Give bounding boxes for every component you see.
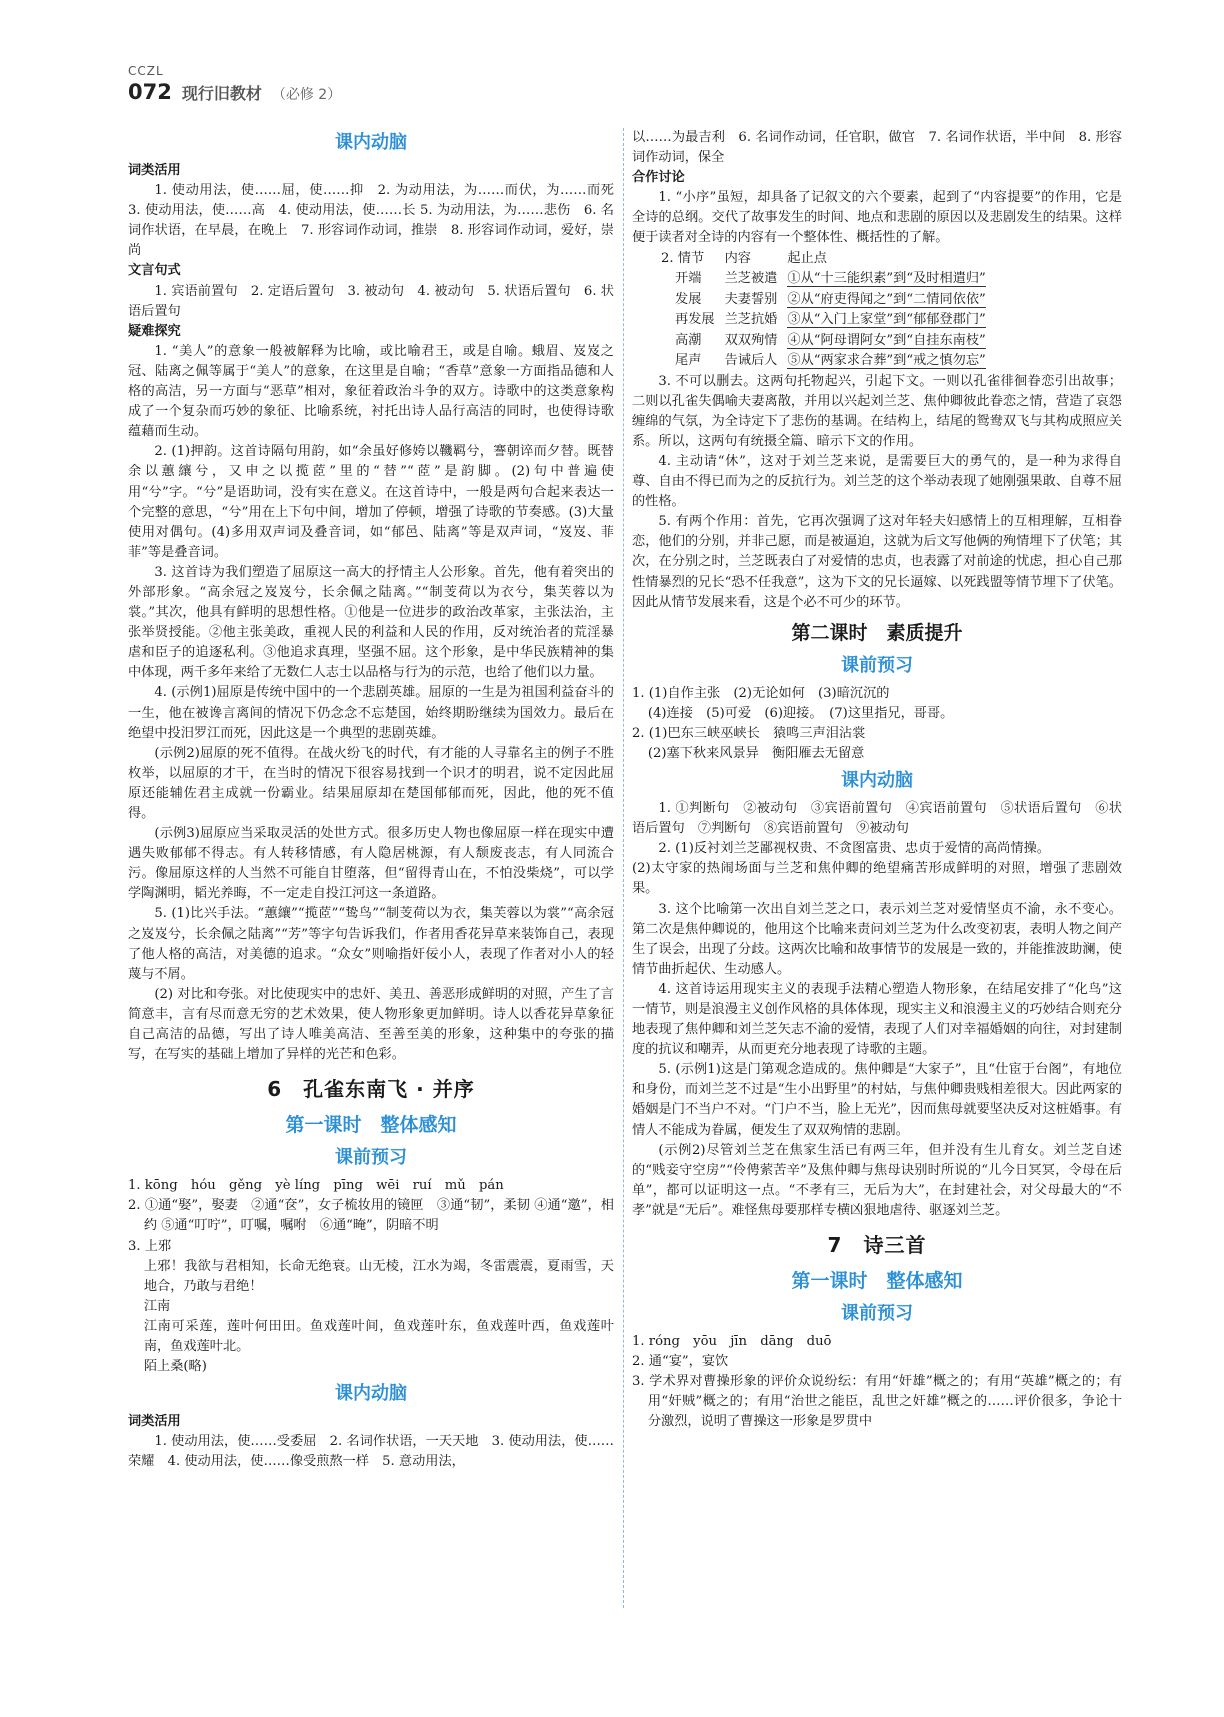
table-header: 起止点 bbox=[787, 250, 827, 266]
paragraph: 1. kōng hóu gěng yè líng pīng wēi ruí mǔ pán bbox=[128, 1178, 504, 1194]
paragraph: 3. 不可以删去。这两句托物起兴，引起下文。一则以孔雀徘徊眷恋引出故事；二则以孔雀失偶喻夫妻离散，并用以兴起刘兰芝、焦仲卿彼此眷恋之情，营造了哀怨缠绵的气氛，为全诗定下了悲伤的基调。在结构上，结尾的鸳鸯双飞与其构成照应关系。所以，这两句有统摄全篇、暗示下文的作用。 bbox=[632, 373, 1122, 449]
plot-content: 双双殉情 bbox=[724, 332, 778, 348]
brand-logo: CCZL bbox=[128, 64, 164, 78]
plot-range: ⑤从“两家求合葬”到“戒之慎勿忘” bbox=[787, 353, 986, 369]
plot-stage: 发展 bbox=[675, 291, 702, 307]
plot-stage: 尾声 bbox=[675, 353, 702, 369]
paragraph: 2. ①通“娶”，娶妻 ②通“奁”，女子梳妆用的镜匣 ③通“韧”，柔韧 ④通“邀”，相约 ⑤通“叮咛”，叮嘱，嘱咐 ⑥通“晻”，阴暗不明 bbox=[128, 1198, 614, 1234]
paragraph: (4)连接 (5)可爱 (6)迎接。 (7)这里指兄，哥哥。 bbox=[647, 705, 954, 721]
section-title: 课内动脑 bbox=[841, 770, 913, 792]
paragraph: 2. (1)押韵。这首诗隔句用韵，如“余虽好修姱以鞿羁兮，謇朝谇而夕替。既替余以蕙纕兮，又申之以揽茝”里的“替”“茝”是韵脚。(2)句中普遍使用“兮”字。“兮”是语助词，没有实在意义。在这首诗中，一般是两句合起来表达一个完整的意思，“兮”用在上下句中间，增加了停顿，增强了诗歌的节奏感。(3)大量使用对偶句。(4)多用双声词及叠音词，如“郁邑、陆离”等是双声词，“岌岌、菲菲”等是叠音词。 bbox=[128, 444, 614, 560]
paragraph: 2. 通“宴”，宴饮 bbox=[632, 1354, 729, 1370]
paragraph: 5. 有两个作用：首先，它再次强调了这对年轻夫妇感情上的互相理解，互相眷恋，他们的分别，并非己愿，而是被逼迫，这就为后文写他俩的殉情埋下了伏笔；其次，在分别之时，兰芝既表白了对爱情的忠贞，也表露了对前途的忧虑，担心自己那性情暴烈的兄长“恐不任我意”，这为下文的兄长逼嫁、以死践盟等情节埋下了伏笔。因此从情节发展来看，这是个必不可少的环节。 bbox=[632, 514, 1122, 610]
section-title: 课内动脑 bbox=[335, 1383, 407, 1405]
table-header: 内容 bbox=[724, 250, 751, 266]
lesson-title: 6 孔雀东南飞 · 并序 bbox=[267, 1077, 475, 1102]
plot-stage: 开端 bbox=[675, 271, 702, 287]
paragraph: 1. (1)自作主张 (2)无论如何 (3)暗沉沉的 bbox=[632, 685, 890, 701]
table-header: 2. 情节 bbox=[661, 250, 705, 266]
section-title: 课内动脑 bbox=[335, 132, 407, 153]
subheading: 合作讨论 bbox=[632, 170, 685, 186]
paragraph: (示例3)屈原应当采取灵活的处世方式。很多历史人物也像屈原一样在现实中遭遇失败郁郁不得志。有人转移情感，有人隐居桃源，有人颓废丧志，有人同流合污。像屈原这样的人当然不可能自甘堕落，但“留得青山在，不怕没柴烧”，可以学学陶渊明，韬光养晦，不一定走自投江河这一条道路。 bbox=[128, 826, 614, 902]
paragraph: 2. (1)巴东三峡巫峡长 猿鸣三声泪沾裳 bbox=[632, 725, 866, 741]
column-divider bbox=[623, 128, 624, 1608]
poem-text: 江南可采莲，莲叶何田田。鱼戏莲叶间，鱼戏莲叶东，鱼戏莲叶西，鱼戏莲叶南，鱼戏莲叶北。 bbox=[143, 1318, 614, 1354]
paragraph: (2)太守家的热闹场面与兰芝和焦仲卿的绝望痛苦形成鲜明的对照，增强了悲剧效果。 bbox=[632, 861, 1122, 897]
paragraph: 4. (示例1)屈原是传统中国中的一个悲剧英雄。屈原的一生是为祖国利益奋斗的一生，他在被谗言离间的情况下仍念念不忘楚国，始终期盼继续为国效力。最后在绝望中投汨罗江而死，因此这是一个典型的悲剧英雄。 bbox=[128, 685, 614, 741]
subheading: 词类活用 bbox=[128, 1414, 181, 1430]
period-title: 第二课时 素质提升 bbox=[791, 621, 963, 644]
paragraph: 3. 上邪 bbox=[128, 1238, 172, 1254]
table-row bbox=[661, 331, 996, 352]
plot-range: ④从“阿母谓阿女”到“自挂东南枝” bbox=[787, 332, 986, 348]
paragraph: 4. 主动请“休”，这对于刘兰芝来说，是需要巨大的勇气的，是一种为求得自尊、自由不得已而为之的反抗行为。刘兰芝的这个举动表现了她刚强果敢、自尊不屈的性格。 bbox=[632, 453, 1122, 510]
page-number: 072 bbox=[128, 80, 172, 104]
right-column bbox=[632, 128, 1122, 1433]
section-title: 课前预习 bbox=[841, 1303, 913, 1325]
period-title: 第一课时 整体感知 bbox=[285, 1114, 457, 1137]
plot-range: ③从“入门上家堂”到“郁郁登郡门” bbox=[787, 312, 986, 328]
paragraph: (2) 对比和夸张。对比使现实中的忠奸、美丑、善恶形成鲜明的对照，产生了言简意丰，言有尽而意无穷的艺术效果，使人物形象更加鲜明。诗人以香花异草象征自己高洁的品德，写出了诗人唯美高洁、至善至美的形象，这种集中的夸张的描写，在写实的基础上增加了异样的光芒和色彩。 bbox=[128, 986, 614, 1063]
table-row bbox=[661, 351, 996, 372]
book-subtitle: （必修 2） bbox=[271, 87, 342, 103]
plot-stage: 高潮 bbox=[675, 332, 702, 348]
paragraph: 以……为最吉利 6. 名词作动词，任官职，做官 7. 名词作状语，半中间 8. 形容词作动词，保全 bbox=[632, 130, 1122, 166]
subheading: 疑难探究 bbox=[128, 323, 181, 339]
plot-content: 告诫后人 bbox=[724, 353, 778, 369]
subheading: 文言句式 bbox=[128, 263, 181, 279]
plot-table bbox=[661, 249, 996, 372]
plot-content: 夫妻誓别 bbox=[724, 291, 778, 307]
paragraph: (示例2)屈原的死不值得。在战火纷飞的时代，有才能的人寻靠名主的例子不胜枚举，以屈原的才干，在当时的情况下很容易找到一个识才的明君，说不定因此屈原还能辅佐君主成就一份霸业。结果屈原却在楚国郁郁而死，因此，他的死不值得。 bbox=[128, 745, 614, 821]
page-header bbox=[128, 64, 341, 104]
table-row bbox=[661, 310, 996, 331]
table-row bbox=[661, 269, 996, 290]
lesson-title: 7 诗三首 bbox=[827, 1233, 927, 1258]
section-title: 课前预习 bbox=[335, 1147, 407, 1169]
paragraph: 1. ①判断句 ②被动句 ③宾语前置句 ④宾语前置句 ⑤状语后置句 ⑥状语后置句 ⑦判断句 ⑧宾语前置句 ⑨被动句 bbox=[632, 801, 1122, 837]
poem-text: 上邪！我欲与君相知，长命无绝衰。山无棱，江水为竭，冬雷震震，夏雨雪，天地合，乃敢与君绝！ bbox=[143, 1258, 614, 1294]
paragraph: 4. 这首诗运用现实主义的表现手法精心塑造人物形象，在结尾安排了“化鸟”这一情节，则是浪漫主义创作风格的具体体现，现实主义和浪漫主义的巧妙结合则充分地表现了焦仲卿和刘兰芝矢志不渝的爱情，表现了人们对幸福婚姻的向往，对封建制度的抗议和嘲弄，从而更充分地表现了诗歌的主题。 bbox=[632, 981, 1122, 1058]
paragraph: 1. “美人”的意象一般被解释为比喻，或比喻君王，或是自喻。蛾眉、岌岌之冠、陆离之佩等属于“美人”的意象，在这里是自喻；“香草”意象一方面指品德和人格的高洁，另一方面与“恶草”相对，象征着政治斗争的双方。诗歌中的这类意象构成了一个复杂而巧妙的象征、比喻系统，衬托出诗人品行高洁的同时，也使得诗歌蕴藉而生动。 bbox=[128, 343, 614, 440]
paragraph: 1. 宾语前置句 2. 定语后置句 3. 被动句 4. 被动句 5. 状语后置句 6. 状语后置句 bbox=[128, 283, 614, 319]
paragraph: 3. 这首诗为我们塑造了屈原这一高大的抒情主人公形象。首先，他有着突出的外部形象。“高余冠之岌岌兮，长余佩之陆离。”“制芰荷以为衣兮，集芙蓉以为裳。”其次，他具有鲜明的思想性格。①他是一位进步的政治改革家，主张法治，主张举贤授能。②他主张美政，重视人民的利益和人民的作用，反对统治者的荒淫暴虐和臣子的追逐私利。③他追求真理，坚强不屈。这个形象，是中华民族精神的集中体现，两千多年来给了无数仁人志士以品格与行为的示范，也给了他们以力量。 bbox=[128, 564, 614, 681]
left-column bbox=[128, 126, 628, 1472]
plot-stage: 再发展 bbox=[675, 312, 715, 328]
paragraph: 1. 使动用法，使……屈，使……抑 2. 为动用法，为……而伏，为……而死 3. 使动用法，使……高 4. 使动用法，使……长 5. 为动用法，为……悲伤 6. 名词作状语，在早晨，在晚上 7. 形容词作动词，推崇 8. 形容词作动词，爱好，崇尚 bbox=[128, 183, 628, 259]
plot-content: 兰芝抗婚 bbox=[724, 312, 778, 328]
poem-title: 陌上桑(略) bbox=[143, 1359, 207, 1375]
book-title: 现行旧教材 bbox=[181, 84, 262, 103]
paragraph: 1. róng yōu jīn dāng duō bbox=[632, 1334, 832, 1350]
plot-range: ②从“府吏得闻之”到“二情同依依” bbox=[787, 291, 986, 307]
table-row bbox=[661, 249, 996, 270]
subheading: 词类活用 bbox=[128, 163, 181, 178]
table-row bbox=[661, 290, 996, 311]
paragraph: 3. 学术界对曹操形象的评价众说纷纭：有用“奸雄”概之的；有用“英雄”概之的；有用“奸贼”概之的；有用“治世之能臣，乱世之奸雄”概之的……评价很多，争论十分激烈，说明了曹操这一形象是罗贯中 bbox=[632, 1374, 1122, 1430]
poem-title: 江南 bbox=[143, 1298, 171, 1314]
paragraph: 1. 使动用法，使……受委屈 2. 名词作状语，一天天地 3. 使动用法，使……荣耀 4. 使动用法，使……像受煎熬一样 5. 意动用法， bbox=[128, 1434, 614, 1470]
plot-range: ①从“十三能织素”到“及时相遣归” bbox=[787, 271, 986, 287]
paragraph: 2. (1)反衬刘兰芝鄙视权贵、不贪图富贵、忠贞于爱情的高尚情操。 bbox=[658, 841, 1050, 857]
paragraph: (2)塞下秋来风景异 衡阳雁去无留意 bbox=[647, 745, 865, 761]
plot-content: 兰芝被遣 bbox=[724, 271, 778, 287]
section-title: 课前预习 bbox=[841, 654, 913, 676]
paragraph: 3. 这个比喻第一次出自刘兰芝之口，表示刘兰芝对爱情坚贞不渝，永不变心。第二次是焦仲卿说的，他用这个比喻来责问刘兰芝为什么改变初衷，表明人物之间产生了误会，出现了分歧。这两次比喻和故事情节的发展是一致的，并能推波助澜，使情节曲折起伏、生动感人。 bbox=[632, 901, 1122, 977]
paragraph: 1. “小序”虽短，却具备了记叙文的六个要素，起到了“内容提要”的作用，它是全诗的总纲。交代了故事发生的时间、地点和悲剧的原因以及悲剧发生的结果。这样便于读者对全诗的内容有一个整体性、概括性的了解。 bbox=[632, 190, 1122, 246]
period-title: 第一课时 整体感知 bbox=[791, 1270, 963, 1293]
paragraph: 5. (示例1)这是门第观念造成的。焦仲卿是“大家子”，且“仕宦于台阁”，有地位和身份，而刘兰芝不过是“生小出野里”的村姑，与焦仲卿贵贱相差很大。因此两家的婚姻是门不当户不对。“门户不当，脸上无光”，因而焦母就要坚决反对这桩婚事。有情人不能成为眷属，便发生了双双殉情的悲剧。 bbox=[632, 1062, 1122, 1138]
paragraph: (示例2)尽管刘兰芝在焦家生活已有两三年，但并没有生儿育女。刘兰芝自述的“贱妾守空房”“伶俜萦苦辛”及焦仲卿与焦母诀别时所说的“儿今日冥冥，令母在后单”，都可以证明这一点。“不孝有三，无后为大”，在封建社会，对父母最大的“不孝”就是“无后”。难怪焦母要那样专横凶狠地虐待、驱逐刘兰芝。 bbox=[632, 1142, 1122, 1218]
paragraph: 5. (1)比兴手法。“蕙纕”“揽茝”“鸷鸟”“制芰荷以为衣，集芙蓉以为裳”“高余冠之岌岌兮，长余佩之陆离”“芳”等字句告诉我们，作者用香花异草来装饰自己，表现了他人格的高洁，对美德的追求。“众女”则喻指奸佞小人，表现了作者对小人的轻蔑与不屑。 bbox=[128, 906, 614, 982]
